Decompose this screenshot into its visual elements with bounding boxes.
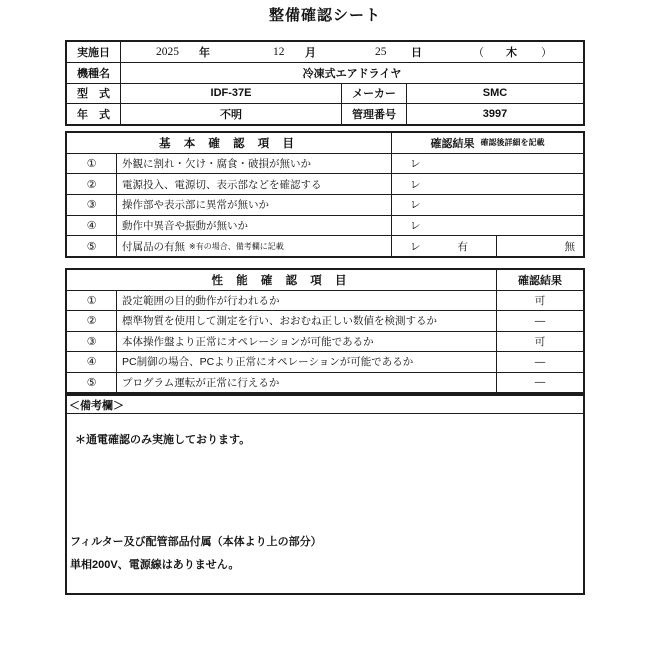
row-result-check: レ: [410, 220, 421, 233]
row-item-note: ※有の場合、備考欄に記載: [189, 241, 284, 251]
table-row: [67, 236, 583, 256]
table-row: [67, 311, 583, 332]
table-row: [67, 373, 583, 393]
performance-result-header: 確認結果: [518, 274, 562, 287]
model-value: 冷凍式エアドライヤ: [302, 67, 402, 80]
row-number: ③: [67, 195, 117, 215]
row-number: ②: [67, 311, 117, 331]
basic-check-result-header: [392, 133, 583, 153]
performance-check-header-row: [67, 270, 583, 291]
date-value: [121, 42, 583, 62]
table-row: [67, 154, 583, 175]
row-result-check: レ: [410, 158, 421, 170]
row-result-check: レ: [410, 199, 421, 212]
row-result-none: 無: [564, 240, 575, 253]
remark-line-2: フィルター及び配管部品付属（本体より上の部分）: [70, 536, 322, 548]
machine-info-table: [65, 40, 585, 126]
date-month: 12: [273, 45, 285, 58]
row-item: 動作中異音や振動が無いか: [117, 216, 392, 236]
year-value: 不明: [121, 104, 342, 124]
table-row: [67, 216, 583, 237]
date-day-unit: 日: [411, 46, 422, 59]
date-year: 2025: [156, 45, 179, 58]
remark-line-1: ＊通電確認のみ実施しております。: [75, 434, 251, 446]
row-number: ①: [67, 154, 117, 174]
row-number: ②: [67, 174, 117, 194]
maker-label: メーカー: [342, 84, 407, 104]
row-number: ①: [67, 291, 117, 311]
date-paren-close: ）: [541, 46, 552, 59]
table-row: [67, 42, 583, 63]
date-day: 25: [375, 45, 387, 58]
remark-line-3: 単相200V、電源線はありません。: [70, 559, 240, 571]
row-item: 本体操作盤より正常にオペレーションが可能であるか: [117, 332, 497, 352]
performance-check-header: 性 能 確 認 項 目: [67, 270, 497, 290]
row-result-has: [392, 236, 497, 256]
row-item: 標準物質を使用して測定を行い、おおむね正しい数値を検測するか: [117, 311, 497, 331]
row-item: 操作部や表示部に異常が無いか: [117, 195, 392, 215]
check-mark: レ: [410, 240, 421, 253]
row-result: 可: [534, 335, 546, 348]
table-row: [67, 174, 583, 195]
row-item: プログラム運転が正常に行えるか: [117, 373, 497, 393]
date-label: 実施日: [67, 42, 121, 62]
basic-check-header-row: [67, 133, 583, 154]
mgmt-value: 3997: [482, 108, 508, 121]
row-item: 電源投入、電源切、表示部などを確認する: [117, 174, 392, 194]
remarks-body: [67, 414, 583, 593]
row-item-text: 付属品の有無: [122, 240, 185, 253]
remarks-section: [65, 394, 585, 595]
year-label: 年 式: [67, 104, 121, 124]
row-item: [117, 236, 392, 256]
maker-value: SMC: [482, 87, 508, 100]
table-row: [67, 352, 583, 373]
table-row: [67, 63, 583, 84]
model-label: 機種名: [67, 63, 121, 83]
type-value: IDF-37E: [121, 84, 342, 104]
table-row: [67, 84, 583, 105]
date-paren-open: （: [473, 46, 484, 59]
table-row: [67, 104, 583, 124]
row-number: ③: [67, 332, 117, 352]
row-result-check: レ: [410, 178, 421, 191]
row-item: PC制御の場合、PCより正常にオペレーションが可能であるか: [117, 352, 497, 372]
row-result: ―: [534, 355, 546, 368]
date-year-unit: 年: [199, 46, 210, 59]
mgmt-label: 管理番号: [342, 104, 407, 124]
row-item: 外観に割れ・欠け・腐食・破損が無いか: [117, 154, 392, 174]
row-item: 設定範囲の目的動作が行われるか: [117, 291, 497, 311]
date-month-unit: 月: [305, 46, 316, 59]
basic-check-header: 基 本 確 認 項 目: [67, 133, 392, 153]
remarks-header: ＜備考欄＞: [67, 396, 583, 414]
table-row: [67, 195, 583, 216]
row-number: ⑤: [67, 236, 117, 256]
row-number: ④: [67, 352, 117, 372]
result-header-label: 確認結果: [430, 137, 475, 150]
row-number: ⑤: [67, 373, 117, 393]
row-result: ―: [534, 376, 546, 389]
date-weekday: 木: [506, 46, 517, 59]
has-label: 有: [457, 240, 468, 253]
row-result: 可: [534, 294, 546, 307]
page-title: 整備確認シート: [268, 7, 381, 24]
performance-check-table: [65, 268, 585, 394]
row-number: ④: [67, 216, 117, 236]
result-header-note: 確認後詳細を記載: [480, 138, 545, 148]
table-row: [67, 291, 583, 312]
row-result: ―: [534, 314, 546, 327]
table-row: [67, 332, 583, 353]
type-label: 型 式: [67, 84, 121, 104]
basic-check-table: [65, 131, 585, 258]
